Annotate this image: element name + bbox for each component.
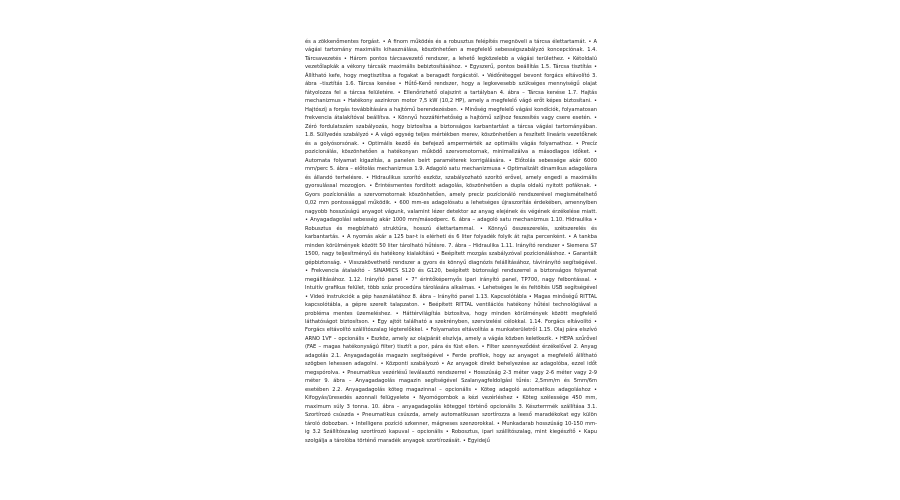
document-page xyxy=(305,38,597,462)
body-paragraph: és a zökkenőmentes forgást. • A finom működés és a robusztus felépítés megnöveli a tárcsa élettartamát. • A vágási tartomány maximális kihasználása, köszönhetően a megfelelő sebességszabályzó koncepciónak. 1.4. Tárcsavezetés • Három pontos tárcsavezető rendszer, a lehető legközelebb a vágási területhez. • Kétoldalú vezetőlapkák a vékony tárcsák maximális bebiztosításához. • Egyszerű, pontos beállítás 1.5. Tárcsa tisztítás • Állítható kefe, hogy megtisztítsa a fogakat a beragadt forgácstól. • Védőréteggel bevont forgács eltávolító 3. ábra –tisztítás 1.6. Tárcsa kenése • Hűtő-Kenő rendszer, hogy a legkevesebb szükséges mennyiségű olajat fátyolozza fel a tárcsa felületére. • Ellenőrizhető olajszint a tartályban 4. ábra – Tárcsa kenése 1.7. Hajtás mechanizmus • Hatékony aszinkron motor 7,5 kW (10,2 HP), amely a megfelelő vágó erőt képes biztosítani. • Hajtószíj a forgás továbbítására a hajtómű berendezésben. • Minőség megfelelő vágási kondíciók, folyamatosan frekvencia átalakítóval beállítva. • Könnyű hozzáférhetőség a hajtómű szíjhoz feszesítés vagy csere esetén. • Zéró fordulatszám szabályozás, hogy biztosítsa a biztonságos karbantartást a tárcsa vágási tartományában. 1.8. Süllyedés szabályzó • A vágó egység teljes mértékben merev, köszönhetően a feszített lineáris vezetőknek és a golyósorsónak. • Optimális kezdő és befejező ampermérték az optimális vágás folyamathoz. • Precíz pozicionálás, köszönhetően a hatékonyan működő szervomotornak, minimalizálva a másodlagos időket. • Automata folyamat kigazítás, a panelen beírt paraméterek korrigálására. • Előtolás sebessége akár 6000 mm/perc 5. ábra – előtolás mechanizmus 1.9. Adagoló satu mechanizmusa • Optimalizált dinamikus adagolásra és állandó terhelésre. • Hidraulikus szorító eszköz, szabályozható szorító erővel, amely engedi a maximális gyorsulással mozogjon. • Érintésmentes fordított adagolás, köszönhetően a dupla oldalú nyitott pofáknak. • Gyors pozícionálás a szervomotornak köszönhetően, amely precíz pozícionáló rendszerével megismételhető 0,02 mm pontossággal működik. • 600 mm-es adagolósatu a lehetséges újraszorítás érdekében, amennyiben nagyobb hosszúságú anyagot vágunk, valamint lézer detektor az anyag elejének és végének érzékelése miatt. • Anyagadagolási sebesség akár 1000 mm/másodperc. 6. ábra – adagoló satu mechanizmus 1.10. Hidraulika • Robusztus és megbízható struktúra, hosszú élettartammal. • Könnyű összeszerelés, szétszerelés és karbantartás. • A nyomás akár a 125 bar-t is elérheti és 6 liter folyadék folyik át rajta percenként. • A tankba minden körülmények között 50 liter tárolható hűtésre. 7. ábra – Hidraulika 1.11. Irányító rendszer • Siemens S7 1500, nagy teljesítményű és hatékony kialakítású • Beépített mozgás szabályzóval pozícionáláshoz. • Garantált gépbiztonság. • Visszakövethető rendszer a gyors és könnyű diagnózis felállításához, távirányító segítségével. • Frekvencia átalakító – SINAMICS S120 és G120, beépített biztonsági rendszerrel a biztonságos folyamat megállításához. 1.12. Irányító panel • 7" érintőképernyős ipari irányító panel, TP700, nagy felbontással. • Intuitív grafikus felület, több száz procedúra tárolására alkalmas. • Lehetséges le és feltöltés USB segítségével • Videó instrukciók a gép használatához 8. ábra – Irányító panel 1.13. Kapcsolótábla • Magas minőségű RITTAL kapcsolótábla, a gépre szerelt talapzaton. • Beépített RITTAL ventilációs hatékony hűtési technológiával a probléma mentes üzemeléshez. • Háttérvilágítás biztosítva, hogy minden körülmények között megfelelő láthatóságot biztosítson. • Egy ajtót található a szekrényben, szervizelési célokkal. 1.14. Forgács eltávolító • Forgács eltávolító szállítószalag légterelőkkel. • Folyamatos eltávolítás a munkaterületről 1.15. Olaj pára elszívó ARNO 1VF – opcionális • Eszköz, amely az olajpárát elszívja, amely a vágás közben keletkezik. • HEPA szűrővel (FAE – magas hatékonyságú filter) tisztít a por, pára és füst ellen. • Filter szennyeződést érzékelővel 2. Anyag adagolás 2.1. Anyagadagolás magazin segítségével • Ferde profilok, hogy az anyagot a megfelelő állítható szögben lehessen adagolni. • Központi szabályozó • Az anyagok direkt behelyezése az adagolóba, ezzel időt megspórolva. • Pneumatikus vezérlésű leválasztó rendszerrel • Hosszúság 2-3 méter vagy 2-6 méter vagy 2-9 méter 9. ábra – Anyagadagolás magazin segítségével Szalanyagfeldolgási tűrés: 2,5mm/m és 5mm/6m esetében 2.2. Anyagadagolás köteg magazinnal – opcionális • Köteg adagoló automatikus adagoláshoz • Kifogyás/üresedés azonnali felügyelete • Nyomógombok a kézi vezérléshez • Köteg szélessége 450 mm, maximum súly 3 tonna. 10. ábra – anyagadagolás köteggel történő opcionális 3. Készterrmék szállítása 3.1. Szortírozó csúszda • Pneumatikus csúszda, amely automatikusan szortírozza a leeső maradékokat egy külön tároló dobozban. • Intelligens pozíció szkenner, mágneses szenzorokkal. • Munkadarab hosszúság 10-150 mm-ig 3.2 Szállítószalag szortírozó kapuval – opcionális • Robosztus, ipari szállítószalag, mint kiegészítő • Kapu szolgálja a tárolóba történő maradék anyagok szortírozását. • Egyidejű xyxy=(305,39,597,444)
